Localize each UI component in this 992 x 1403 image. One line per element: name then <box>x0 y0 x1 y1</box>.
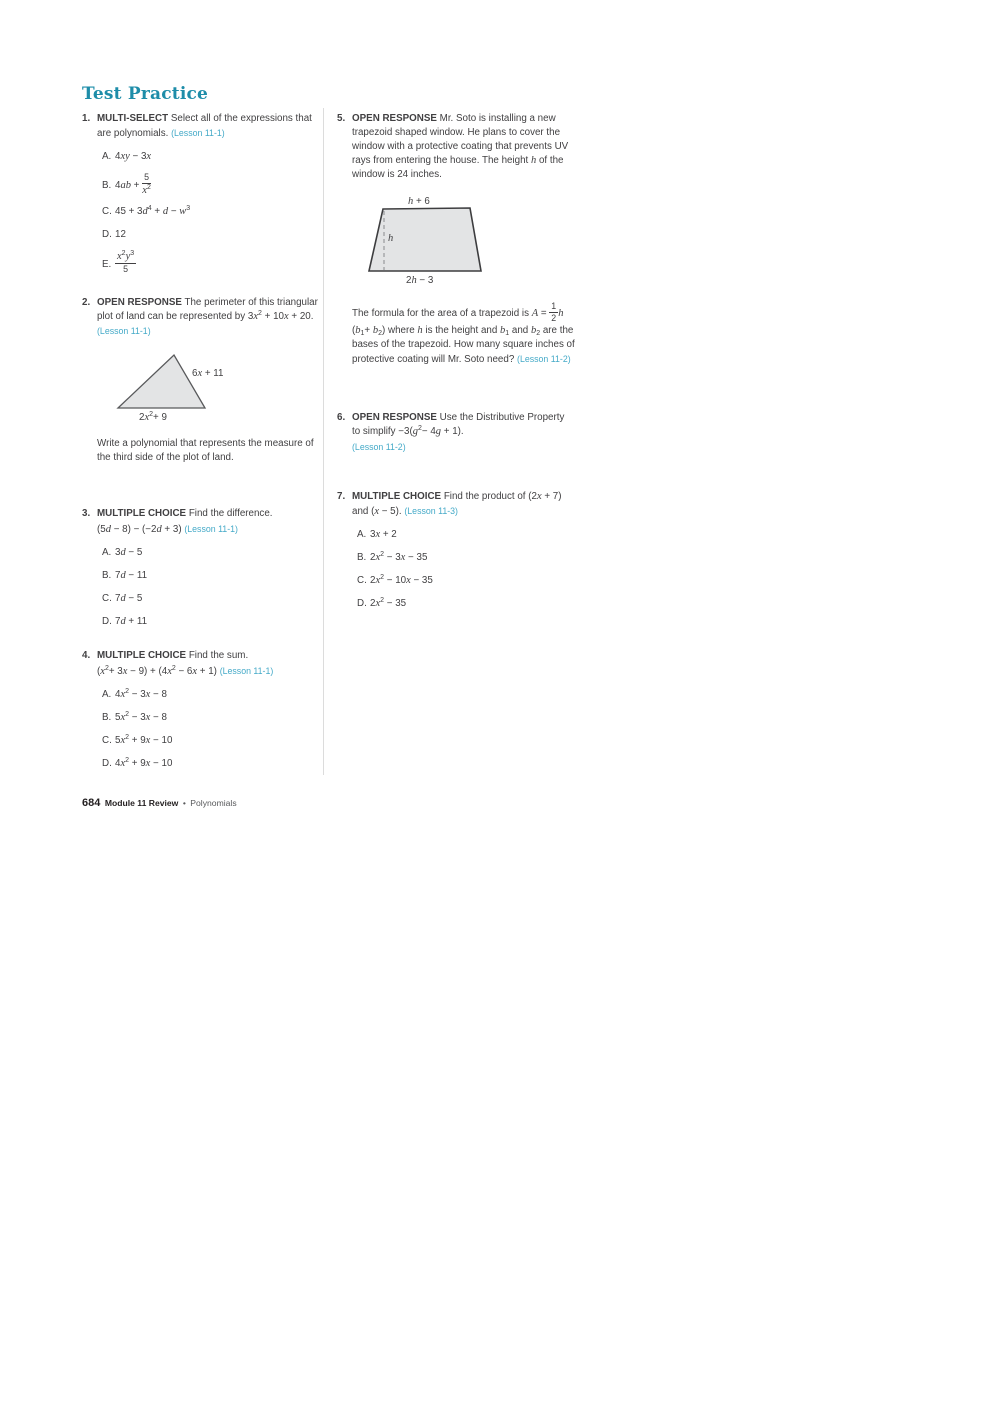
question-6 <box>337 411 575 455</box>
choice-row <box>102 615 324 629</box>
choice-row <box>102 546 324 560</box>
page-footer <box>82 793 237 811</box>
question-4 <box>82 649 324 771</box>
choice-letter: A. <box>102 688 112 700</box>
choice-letter: C. <box>102 734 112 746</box>
choice-math: 4xy − 3x <box>115 151 152 162</box>
page-number: 684 <box>82 797 101 809</box>
choice-math: $2x^2 - 3x - 35$ <box>370 550 428 563</box>
choice-letter: D. <box>102 757 112 769</box>
choice-row <box>357 574 575 588</box>
choice-row <box>357 597 575 611</box>
choice-row <box>102 592 324 606</box>
question-expression: $3x^2 + 10x + 20$. <box>247 309 314 322</box>
choice-letter: B. <box>102 569 112 581</box>
question-prompt: Find the product of (2x + 7) and (x − 5). <box>352 490 562 517</box>
choice-math: 3d − 5 <box>115 546 143 558</box>
choice-letter: C. <box>102 592 112 604</box>
question-type-label: MULTIPLE CHOICE <box>352 490 442 502</box>
lesson-reference: (Lesson 11-1) <box>171 128 225 138</box>
choice-letter: D. <box>357 597 367 609</box>
choice-row <box>357 528 575 542</box>
question-1 <box>82 112 324 275</box>
choice-list <box>102 150 324 275</box>
choice-letter: C. <box>102 206 112 218</box>
choice-math: $5x^2 + 9x - 10$ <box>115 733 173 746</box>
question-prompt: Find the sum. <box>188 649 249 661</box>
question-type-label: OPEN RESPONSE <box>97 296 182 308</box>
question-type-label: MULTIPLE CHOICE <box>97 649 187 661</box>
lesson-reference: (Lesson 11-3) <box>404 505 458 516</box>
question-followup: Write a polynomial that represents the measure of the third side of the plot of land. <box>97 437 314 463</box>
choice-row <box>102 734 324 748</box>
right-column <box>337 112 575 611</box>
footer-separator: • <box>182 798 186 808</box>
page-title: Test Practice <box>82 84 209 104</box>
choice-math: 3x + 2 <box>370 528 397 540</box>
choice-row <box>357 551 575 565</box>
trapezoid-top-label: h + 6 <box>408 196 430 207</box>
lesson-reference: (Lesson 11-1) <box>184 523 238 534</box>
choice-math: 7d + 11 <box>115 615 148 627</box>
choice-row <box>102 757 324 771</box>
question-prompt: Mr. Soto is installing a new trapezoid shaped window. He plans to cover the window with a protective coating that prevents UV rays from entering the house. The height h of the window is 24 inches. <box>352 113 569 180</box>
trapezoid-figure <box>352 196 575 296</box>
choice-letter: B. <box>102 179 112 191</box>
lesson-reference: (Lesson 11-2) <box>517 353 571 364</box>
choice-math: $2x^2 - 10x - 35$ <box>370 573 433 586</box>
choice-row <box>102 228 324 242</box>
footer-topic: Polynomials <box>190 798 237 808</box>
question-type-label: OPEN RESPONSE <box>352 411 437 423</box>
question-3 <box>82 507 324 629</box>
question-expression: (5d − 8) − (−2d + 3) <box>97 523 182 535</box>
choice-math: $5x^2 - 3x - 8$ <box>115 710 167 723</box>
question-2 <box>82 296 324 465</box>
question-type-label: OPEN RESPONSE <box>352 113 437 124</box>
choice-letter: C. <box>357 574 367 586</box>
choice-letter: A. <box>357 528 367 540</box>
choice-row <box>102 173 324 196</box>
triangle-shape <box>113 351 233 413</box>
choice-row <box>102 150 324 164</box>
left-column <box>82 112 324 771</box>
question-5 <box>337 112 575 367</box>
question-type-label: MULTIPLE CHOICE <box>97 507 187 519</box>
choice-math: $45 + 3d^4 + d - w^3$ <box>115 205 191 218</box>
question-body-text: The formula for the area of a trapezoid is A = $\frac{1}{2}$ h $(b_1+ b_2)$ where h is the height and $b_1$ and $b_2$ are the bases of the trapezoid. How many square inches of protective coating will Mr. Soto need? <box>352 301 575 365</box>
footer-module-title: Module 11 Review <box>104 798 179 808</box>
choice-letter: B. <box>357 551 367 563</box>
question-expression: $(x^2+ 3x - 9) + (4x^2 - 6x + 1)$ <box>97 664 217 677</box>
trapezoid-height-label: h <box>388 233 394 244</box>
choice-math: $2x^2 - 35$ <box>370 596 407 609</box>
choice-letter: A. <box>102 546 112 558</box>
trapezoid-bottom-label: 2h − 3 <box>406 275 434 286</box>
choice-row <box>102 711 324 725</box>
choice-letter: D. <box>102 229 112 241</box>
choice-list <box>357 528 575 611</box>
question-number: 7. <box>337 490 346 502</box>
choice-list <box>102 688 324 771</box>
question-number: 1. <box>82 113 91 124</box>
question-number: 2. <box>82 296 91 308</box>
choice-letter: E. <box>102 259 112 270</box>
question-number: 5. <box>337 113 346 124</box>
question-7 <box>337 490 575 611</box>
lesson-reference: (Lesson 11-1) <box>219 665 274 676</box>
choice-math: 12 <box>115 229 126 241</box>
choice-math: 4ab + $\frac{5}{x^2}$ <box>115 172 151 197</box>
choice-row <box>102 688 324 702</box>
question-number: 6. <box>337 411 346 423</box>
choice-math: $\frac{x^2y^3}{5}$ <box>117 250 135 275</box>
triangle-base-label: $2x^2+ 9$ <box>139 410 167 423</box>
choice-letter: D. <box>102 615 112 627</box>
choice-row <box>102 569 324 583</box>
choice-row <box>102 251 324 274</box>
lesson-reference: (Lesson 11-2) <box>352 441 406 452</box>
choice-letter: A. <box>102 151 112 162</box>
choice-math: $4x^2 - 3x - 8$ <box>115 687 167 700</box>
choice-math: 7d − 5 <box>115 592 143 604</box>
question-prompt: Use the Distributive Property to simplify $-3(g^2- 4g + 1)$. <box>352 411 565 437</box>
choice-math: $4x^2 + 9x - 10$ <box>115 756 173 769</box>
triangle-side-label: 6x + 11 <box>192 367 224 379</box>
triangle-figure <box>97 351 324 429</box>
lesson-reference: (Lesson 11-1) <box>97 325 151 336</box>
question-prompt: Select all of the expressions that are polynomials. <box>97 113 312 139</box>
trapezoid-shape <box>352 206 502 278</box>
choice-row <box>102 205 324 219</box>
question-prompt: The perimeter of this triangular plot of land can be represented by <box>97 296 318 322</box>
choice-list <box>102 546 324 629</box>
question-number: 3. <box>82 507 91 519</box>
question-number: 4. <box>82 649 91 661</box>
choice-letter: B. <box>102 711 112 723</box>
choice-math: 7d − 11 <box>115 569 148 581</box>
question-type-label: MULTI-SELECT <box>97 113 169 124</box>
question-prompt: Find the difference. <box>188 507 273 519</box>
